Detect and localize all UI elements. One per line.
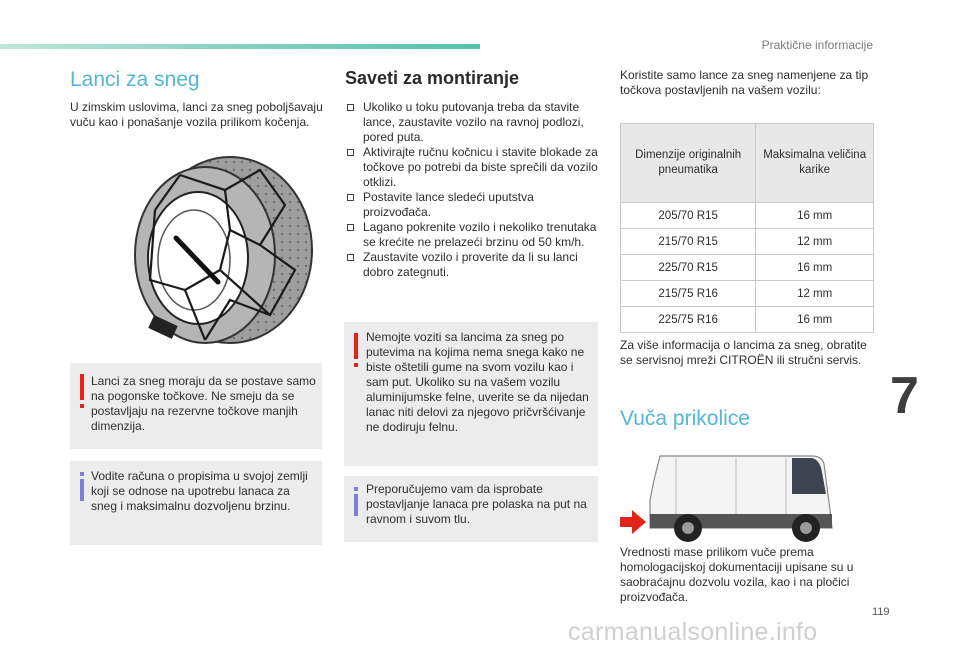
info-icon xyxy=(80,479,84,501)
table-cell: 215/70 R15 xyxy=(621,229,756,255)
table-cell: 16 mm xyxy=(756,255,874,281)
vuca-text: Vrednosti mase prilikom vuče prema homologacijskoj dokumentaciji upisane su u saobraćajnu dozvolu vozila, kao i na pločici proizvođača. xyxy=(620,545,854,604)
table-cell: 16 mm xyxy=(756,203,874,229)
table-cell: 12 mm xyxy=(756,281,874,307)
watermark: carmanualsonline.info xyxy=(568,618,818,646)
saveti-title: Saveti za montiranje xyxy=(345,68,520,88)
van-towing-illustration xyxy=(616,450,846,546)
table-row xyxy=(621,281,874,307)
info-icon-dot xyxy=(354,487,358,491)
table-cell: 225/75 R16 xyxy=(621,307,756,333)
table-cell: 205/70 R15 xyxy=(621,203,756,229)
page-number: 119 xyxy=(872,606,890,618)
warning-icon xyxy=(354,333,358,359)
saveti-warning-text: Nemojte voziti sa lancima za sneg po putevima na kojima nema snega kako ne biste oštetili gume na svom vozilu kao i sam put. Ukoliko su na vašem vozilu aluminijumske felne, uverite se da nijedan lanac niti delovi za njegovo pričvršćivanje ne dodiruju felnu. xyxy=(366,330,589,434)
table-footer: Za više informacija o lancima za sneg, obratite se servisnoj mreži CITROËN ili stručni servis. xyxy=(620,338,867,367)
saveti-item: Aktivirajte ručnu kočnicu i stavite blokade za točkove po potrebi da biste sprečili da vozilo otklizi. xyxy=(345,145,600,190)
saveti-info-text: Preporučujemo vam da isprobate postavljanje lanaca pre polaska na put na ravnom i suvom tlu. xyxy=(366,482,587,526)
table-cell: 225/70 R15 xyxy=(621,255,756,281)
saveti-item: Lagano pokrenite vozilo i nekoliko trenutaka se krećite ne prelazeći brzinu od 50 km/h. xyxy=(345,220,600,250)
section-label: Praktične informacije xyxy=(761,38,873,52)
vuca-title: Vuča prikolice xyxy=(620,407,750,430)
table-row xyxy=(621,307,874,333)
info-icon xyxy=(354,494,358,516)
lanci-warning-text: Lanci za sneg moraju da se postave samo na pogonske točkove. Ne smeju da se postavljaju na rezervne točkove manjih dimenzija. xyxy=(91,374,316,433)
saveti-list xyxy=(345,100,600,280)
table-intro: Koristite samo lance za sneg namenjene za tip točkova postavljenih na vašem vozilu: xyxy=(620,68,869,97)
lanci-warning-box xyxy=(70,363,322,449)
table-row xyxy=(621,203,874,229)
warning-icon-dot xyxy=(80,404,84,408)
saveti-warning-box xyxy=(344,322,598,466)
lanci-info-box xyxy=(70,461,322,545)
chain-size-table xyxy=(620,123,874,333)
lanci-info-text: Vodite računa o propisima u svojoj zemlji koji se odnose na upotrebu lanaca za sneg i maksimalnu dozvoljenu brzinu. xyxy=(91,469,308,513)
tow-arrow-icon xyxy=(620,510,646,534)
snow-chain-tire-illustration xyxy=(110,150,320,360)
table-cell: 215/75 R16 xyxy=(621,281,756,307)
saveti-info-box xyxy=(344,476,598,542)
chapter-number: 7 xyxy=(890,367,919,425)
saveti-item: Ukoliko u toku putovanja treba da stavite lance, zaustavite vozilo na ravnoj podlozi, pored puta. xyxy=(345,100,600,145)
warning-icon xyxy=(80,374,84,400)
table-row xyxy=(621,255,874,281)
info-icon-dot xyxy=(80,472,84,476)
warning-icon-dot xyxy=(354,363,358,367)
table-row xyxy=(621,229,874,255)
table-header-tire: Dimenzije originalnih pneumatika xyxy=(621,124,756,203)
table-header-link: Maksimalna veličina karike xyxy=(756,124,874,203)
lanci-title: Lanci za sneg xyxy=(70,68,200,91)
table-cell: 12 mm xyxy=(756,229,874,255)
top-accent-bar xyxy=(0,44,480,49)
lanci-intro: U zimskim uslovima, lanci za sneg poboljšavaju vuču kao i ponašanje vozila prilikom kočenja. xyxy=(70,100,323,129)
saveti-item: Zaustavite vozilo i proverite da li su lanci dobro zategnuti. xyxy=(345,250,600,280)
table-cell: 16 mm xyxy=(756,307,874,333)
saveti-item: Postavite lance sledeći uputstva proizvođača. xyxy=(345,190,600,220)
